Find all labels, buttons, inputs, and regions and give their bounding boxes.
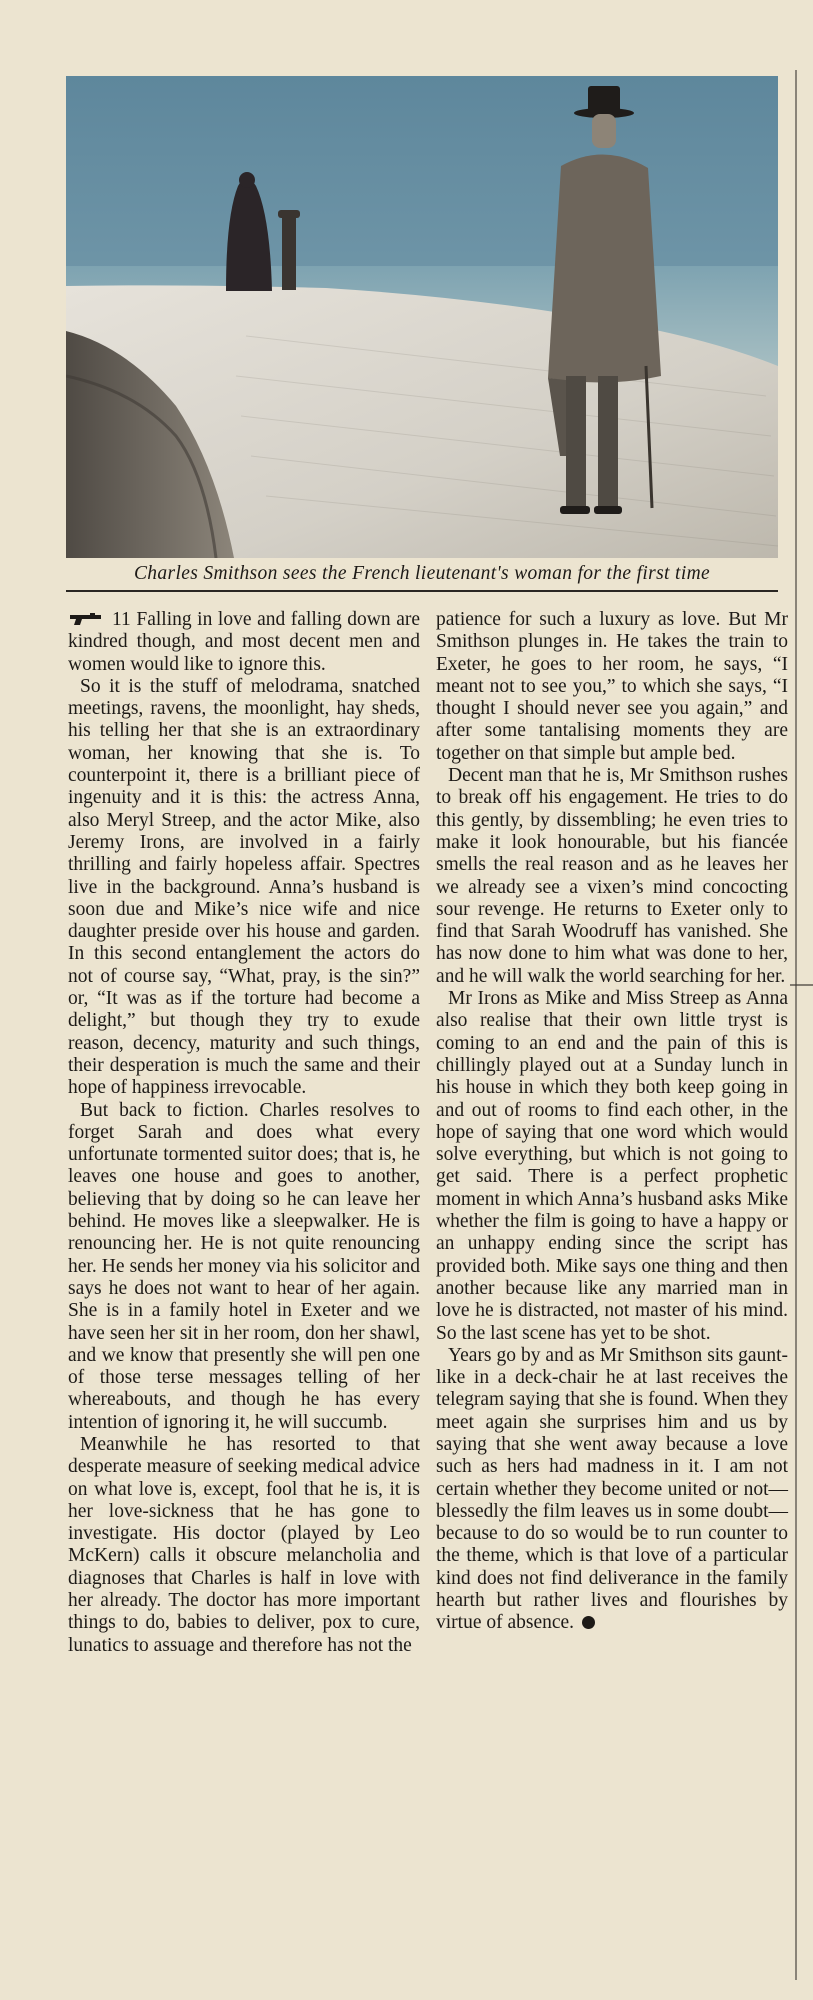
end-dot-icon [582,1616,595,1629]
paragraph [436,1345,788,1635]
paragraph: Mr Irons as Mike and Miss Streep as Anna also realise that their own little tryst is coming to an end and the pain of this is chillingly played out at a Sunday lunch in his house in which they both keep going in and out of rooms to find each other, in the hope of saying that one word which would solve everything, but which is not going to get said. There is a perfect prophetic moment in which Anna’s husband asks Mike whether the film is going to have a happy or an unhappy ending since the script has provided both. Mike says one thing and then another because like any married man in love he is distracted, not master of his mind. So the last scene has yet to be shot. [436,988,788,1344]
paragraph: Meanwhile he has resorted to that desperate measure of seeking medical advice on what love is, except, fool that he is, it is her love-sickness that he has gone to investigate. His doctor (played by Leo McKern) calls it obscure melancholia and diagnoses that Charles is half in love with her already. The doctor has more important things to do, babies to deliver, pox to cure, lunatics to assuage and therefore has not the [68,1433,420,1656]
page-edge-tick [790,984,813,986]
photo-caption: Charles Smithson sees the French lieutenant's woman for the first time [66,558,778,592]
paragraph [68,609,420,676]
page-edge-line [795,70,797,1980]
film-still-photo [66,76,778,558]
paragraph-text: Years go by and as Mr Smithson sits gaunt-like in a deck-chair he at last receives the telegram saying that she is found. When they meet again she surprises him and us by saying that she went away because a love such as hers had madness in it. I am not certain whether they become united or not—blessedly the film leaves us in some doubt—because to do so would be to run counter to the theme, which is that love of a particular kind does not find deliverance in the family hearth but rather lives and flourishes by virtue of absence. [436,1344,788,1634]
pointing-hand-icon [68,612,102,626]
paragraph: But back to fiction. Charles resolves to forget Sarah and does what every unfortunate tormented suitor does; that is, he leaves one house and goes to another, believing that by doing so he can leave her behind. He moves like a sleepwalker. He is renouncing her. He is not quite renouncing her. He sends her money via his solicitor and says he does not want to hear of her again. She is in a family hotel in Exeter and we have seen her sit in her room, don her shawl, and we know that presently she will pen one of those terse messages telling of her whereabouts, and though he has every intention of ignoring it, he will succumb. [68,1099,420,1433]
article-column-right [436,609,788,1635]
paragraph: patience for such a luxury as love. But Mr Smithson plunges in. He takes the train to Exeter, he goes to her room, he says, “I meant not to see you,” to which she says, “I thought I should never see you again,” and after some tantalising moments they are together on that simple but ample bed. [436,609,788,764]
film-still-illustration [66,76,778,558]
article-column-left [68,609,420,1657]
paragraph-text: 11 Falling in love and falling down are kindred though, and most decent men and women would like to ignore this. [68,609,420,675]
paragraph: So it is the stuff of melodrama, snatched meetings, ravens, the moonlight, hay sheds, his telling her that she is an extraordinary woman, her knowing that she is. To counterpoint it, there is a brilliant piece of ingenuity and it is this: the actress Anna, also Meryl Streep, and the actor Mike, also Jeremy Irons, are involved in a fairly thrilling and fairly hopeless affair. Spectres live in the background. Anna’s husband is soon due and Mike’s nice wife and nice daughter preside over his house and garden. In this second entanglement the actors do not of course say, “What, pray, is the sin?” or, “It was as if the torture had become a delight,” but though they try to exude reason, decency, maturity and such things, their desperation is much the same and their hope of happiness irrevocable. [68,675,420,1099]
paragraph: Decent man that he is, Mr Smithson rushes to break off his engagement. He tries to do this gently, by dissembling; he even tries to make it look honourable, but his fiancée smells the real reason and as he leaves her we already see a vixen’s mind concocting sour revenge. He returns to Exeter only to find that Sarah Woodruff has vanished. She has now done to him what was done to her, and he will walk the world searching for her. [436,765,788,987]
